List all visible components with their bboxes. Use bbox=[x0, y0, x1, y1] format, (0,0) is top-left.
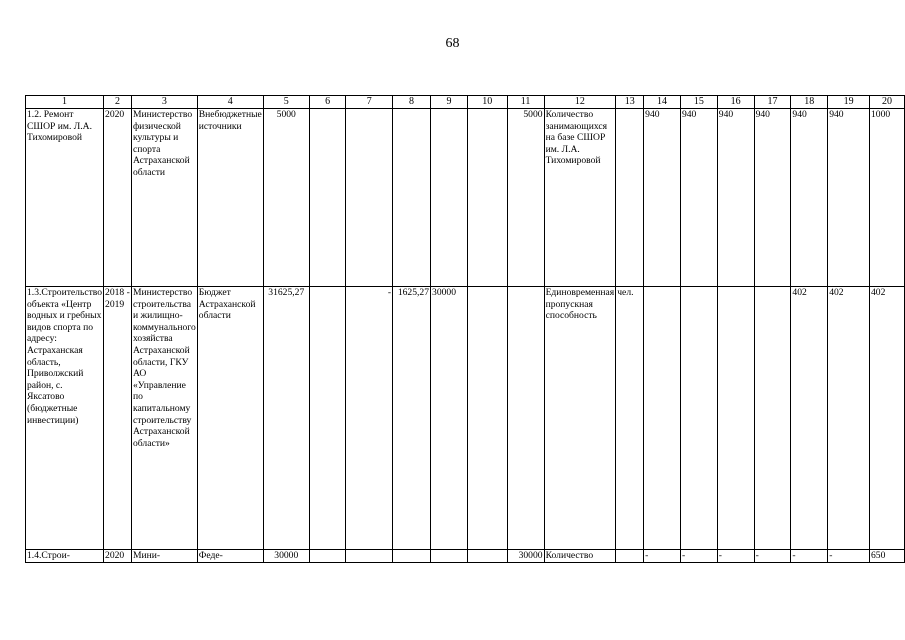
cell-value bbox=[309, 109, 346, 287]
col-header: 20 bbox=[869, 96, 904, 109]
cell-value: 5000 bbox=[507, 109, 544, 287]
cell-indicator: Количество bbox=[544, 550, 616, 563]
cell-indicator-value: - bbox=[644, 550, 681, 563]
cell-indicator-value: - bbox=[754, 550, 791, 563]
cell-value bbox=[393, 550, 431, 563]
col-header: 3 bbox=[131, 96, 197, 109]
table-row bbox=[26, 287, 905, 550]
cell-value bbox=[431, 109, 468, 287]
col-header: 13 bbox=[616, 96, 644, 109]
cell-value bbox=[507, 287, 544, 550]
cell-value bbox=[467, 550, 507, 563]
cell-total: 30000 bbox=[263, 550, 309, 563]
cell-value: 30000 bbox=[507, 550, 544, 563]
cell-indicator-value bbox=[717, 287, 754, 550]
cell-value bbox=[431, 550, 468, 563]
cell-indicator-value: 940 bbox=[717, 109, 754, 287]
col-header: 18 bbox=[791, 96, 828, 109]
cell-total: 31625,27 bbox=[263, 287, 309, 550]
col-header: 15 bbox=[680, 96, 717, 109]
table-row bbox=[26, 550, 905, 563]
data-table bbox=[25, 95, 905, 563]
col-header: 19 bbox=[828, 96, 870, 109]
cell-indicator-value bbox=[680, 287, 717, 550]
table-row bbox=[26, 109, 905, 287]
cell-indicator-value: 940 bbox=[754, 109, 791, 287]
cell-indicator-value: 940 bbox=[791, 109, 828, 287]
col-header: 1 bbox=[26, 96, 104, 109]
cell-indicator-value: 940 bbox=[828, 109, 870, 287]
cell-measure: 1.3.Строительство объекта «Центр водных и гребных видов спорта по адресу: Астраханская область, Приволжский район, с. Яксатово (бюджетные инвестиции) bbox=[26, 287, 104, 550]
col-header: 16 bbox=[717, 96, 754, 109]
cell-executor: Министерство строительства и жилищно-коммунального хозяйства Астраханской области, ГКУ АО «Управление по капитальному строительству Астраханской области» bbox=[131, 287, 197, 550]
col-header: 7 bbox=[346, 96, 393, 109]
cell-unit bbox=[616, 109, 644, 287]
cell-indicator-value: 402 bbox=[828, 287, 870, 550]
header-row bbox=[26, 96, 905, 109]
cell-year: 2018 - 2019 bbox=[104, 287, 132, 550]
col-header: 12 bbox=[544, 96, 616, 109]
cell-value bbox=[346, 109, 393, 287]
cell-year: 2020 bbox=[104, 550, 132, 563]
col-header: 10 bbox=[467, 96, 507, 109]
col-header: 5 bbox=[263, 96, 309, 109]
cell-value: 1625,27 bbox=[393, 287, 431, 550]
cell-measure: 1.2. Ремонт СШОР им. Л.А. Тихомировой bbox=[26, 109, 104, 287]
cell-value bbox=[346, 550, 393, 563]
cell-indicator-value: - bbox=[717, 550, 754, 563]
cell-value: - bbox=[346, 287, 393, 550]
col-header: 17 bbox=[754, 96, 791, 109]
cell-indicator-value: - bbox=[828, 550, 870, 563]
cell-value bbox=[467, 109, 507, 287]
col-header: 11 bbox=[507, 96, 544, 109]
cell-executor: Министерство физической культуры и спорта Астраханской области bbox=[131, 109, 197, 287]
cell-value bbox=[309, 550, 346, 563]
cell-source: Бюджет Астраханской области bbox=[197, 287, 263, 550]
cell-indicator-value: 940 bbox=[644, 109, 681, 287]
cell-unit bbox=[616, 550, 644, 563]
col-header: 9 bbox=[431, 96, 468, 109]
page-number: 68 bbox=[445, 36, 460, 51]
cell-indicator-value: - bbox=[791, 550, 828, 563]
cell-source: Внебюджетные источники bbox=[197, 109, 263, 287]
col-header: 6 bbox=[309, 96, 346, 109]
cell-executor: Мини- bbox=[131, 550, 197, 563]
cell-indicator-value bbox=[754, 287, 791, 550]
cell-total: 5000 bbox=[263, 109, 309, 287]
cell-indicator-value: 940 bbox=[680, 109, 717, 287]
col-header: 4 bbox=[197, 96, 263, 109]
col-header: 8 bbox=[393, 96, 431, 109]
cell-indicator-value bbox=[644, 287, 681, 550]
cell-indicator-value: 402 bbox=[869, 287, 904, 550]
cell-unit: чел. bbox=[616, 287, 644, 550]
cell-year: 2020 bbox=[104, 109, 132, 287]
col-header: 2 bbox=[104, 96, 132, 109]
cell-indicator-value: 650 bbox=[869, 550, 904, 563]
cell-indicator-value: 1000 bbox=[869, 109, 904, 287]
cell-value bbox=[309, 287, 346, 550]
cell-value bbox=[393, 109, 431, 287]
cell-indicator-value: - bbox=[680, 550, 717, 563]
cell-value bbox=[467, 287, 507, 550]
cell-indicator: Количество занимающихся на базе СШОР им. Л.А. Тихомировой bbox=[544, 109, 616, 287]
cell-measure: 1.4.Строи- bbox=[26, 550, 104, 563]
cell-source: Феде- bbox=[197, 550, 263, 563]
cell-indicator-value: 402 bbox=[791, 287, 828, 550]
cell-indicator: Единовременная пропускная способность bbox=[544, 287, 616, 550]
col-header: 14 bbox=[644, 96, 681, 109]
cell-value: 30000 bbox=[431, 287, 468, 550]
